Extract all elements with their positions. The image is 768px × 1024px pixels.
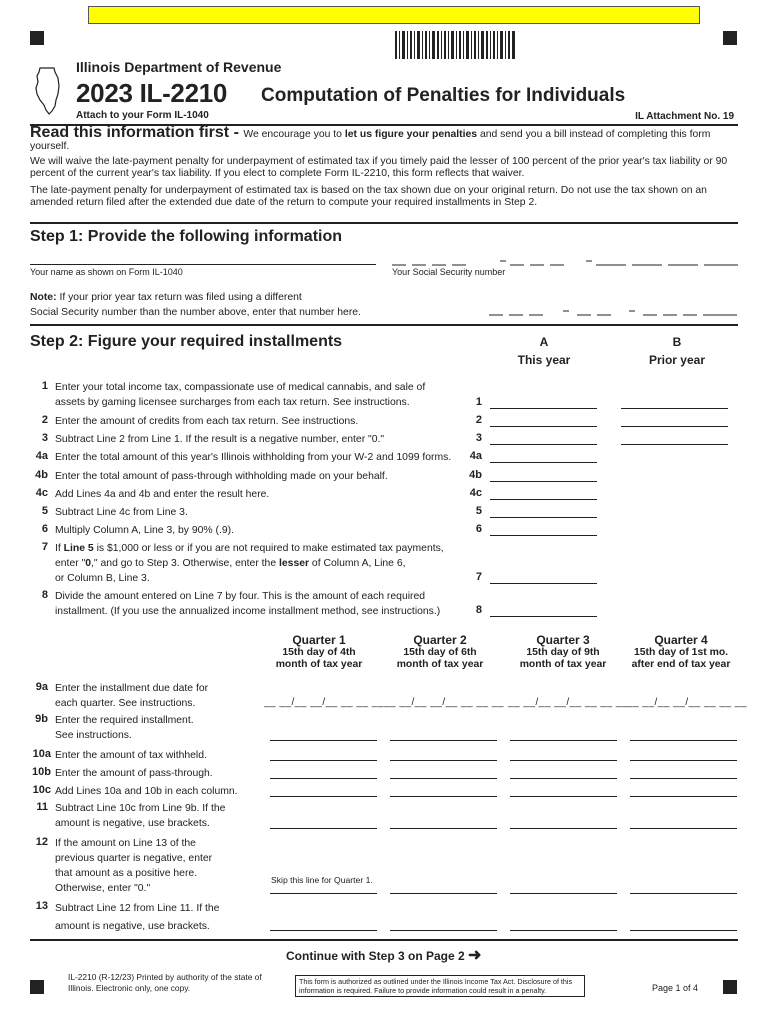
q4-line-11-field[interactable]: [630, 828, 737, 829]
continue-note: [286, 945, 481, 965]
q3-line-13-field[interactable]: [510, 930, 617, 931]
q2-line-13-field[interactable]: [390, 930, 497, 931]
line-7-text: If Line 5 is $1,000 or less or if you are not required to make estimated tax payments, enter "0," and go to Step 3. Otherwise, enter the lesser of Column A, Line 6, or Column B, Line 3.: [55, 543, 444, 584]
form-title: Computation of Penalties for Individuals: [261, 85, 626, 106]
line-ref: 5: [475, 505, 482, 517]
section-rule: [30, 222, 738, 224]
column-a-letter: A: [539, 335, 549, 349]
line-number: 4a: [35, 450, 48, 462]
skip-q1-note: Skip this line for Quarter 1.: [271, 875, 373, 885]
line-number: 9a: [35, 681, 48, 693]
q3-line-10a-field[interactable]: [510, 760, 617, 761]
line-ref: 4c: [469, 487, 482, 499]
line-8-text: Divide the amount entered on Line 7 by four. This is the amount of each required installment. (If you use the annualized income installment method, see instructions.): [55, 591, 441, 617]
line-2-col-b-field[interactable]: [621, 426, 728, 427]
line-number: 10a: [32, 748, 51, 760]
section-rule: [30, 939, 738, 941]
quarter-4-header: Quarter 4 15th day of 1st mo. after end of tax year: [631, 633, 731, 670]
step2-title: Step 2: Figure your required installments: [30, 333, 343, 350]
line-4c-field[interactable]: [490, 499, 597, 500]
q1-line-10a-field[interactable]: [270, 760, 377, 761]
line-number: 8: [41, 589, 48, 601]
continue-text: Continue with Step 3 on Page 2: [286, 949, 465, 963]
line-5-text: Subtract Line 4c from Line 3.: [55, 507, 188, 518]
form-id: IL-2210 (R-12/23) Printed by authority of the state of Illinois. Electronic only, one copy.: [68, 972, 262, 993]
q3-line-12-field[interactable]: [510, 893, 617, 894]
line-ref: 7: [475, 571, 482, 583]
line-10b-text: Enter the amount of pass-through.: [55, 768, 213, 779]
quarter-2-header: Quarter 2 15th day of 6th month of tax year: [396, 633, 484, 670]
line-number: 11: [36, 801, 48, 813]
line-number: 2: [41, 414, 48, 426]
q4-line-10c-field[interactable]: [630, 796, 737, 797]
line-10a-text: Enter the amount of tax withheld.: [55, 750, 207, 761]
arrow-right-icon: ➜: [468, 947, 482, 964]
name-label: Your name as shown on Form IL-1040: [30, 267, 183, 277]
read-info-dash: -: [229, 124, 244, 141]
read-info-intro-end: and send you a bill instead of completing this form yourself.: [30, 129, 711, 152]
column-b-name: Prior year: [648, 353, 706, 367]
line-number: 10b: [32, 766, 51, 778]
ssn-field[interactable]: [392, 254, 738, 266]
line-3-col-b-field[interactable]: [621, 444, 728, 445]
line-2-text: Enter the amount of credits from each tax return. See instructions.: [55, 416, 359, 427]
q4-due-date-field[interactable]: __ __/__ __/__ __ __ __: [627, 697, 747, 708]
line-number: 12: [35, 836, 48, 848]
attachment-number: IL Attachment No. 19: [635, 111, 734, 122]
q3-line-10c-field[interactable]: [510, 796, 617, 797]
page-number: Page 1 of 4: [652, 983, 699, 993]
line-9a-text: Enter the installment due date for each quarter. See instructions.: [55, 683, 209, 709]
q4-line-10a-field[interactable]: [630, 760, 737, 761]
step1-title: Step 1: Provide the following information: [30, 228, 343, 245]
line-ref: 6: [475, 523, 482, 535]
line-1-col-a-field[interactable]: [490, 408, 597, 409]
q1-line-9b-field[interactable]: [270, 740, 377, 741]
waiver-paragraph: We will waive the late-payment penalty for underpayment of estimated tax if you timely paid the lesser of 100 percent of the prior year's tax liability or 90 percent of the current year's tax liability. If you elect to complete Form IL-2210, this form reflects that waiver.: [30, 156, 728, 179]
line-3-col-a-field[interactable]: [490, 444, 597, 445]
line-5-field[interactable]: [490, 517, 597, 518]
line-ref: 8: [475, 604, 482, 616]
form-year-code: 2023 IL-2210: [76, 78, 228, 108]
q1-line-11-field[interactable]: [270, 828, 377, 829]
line-ref: 2: [475, 414, 482, 426]
q4-line-12-field[interactable]: [630, 893, 737, 894]
q4-line-13-field[interactable]: [630, 930, 737, 931]
line-4a-field[interactable]: [490, 462, 597, 463]
note-text-2: Social Security number than the number above, enter that number here.: [30, 307, 361, 318]
line-number: 3: [41, 432, 48, 444]
q3-line-11-field[interactable]: [510, 828, 617, 829]
q3-line-9b-field[interactable]: [510, 740, 617, 741]
note-text-1: If your prior year tax return was filed using a different: [56, 292, 302, 303]
line-10c-text: Add Lines 10a and 10b in each column.: [55, 786, 238, 797]
line-number: 7: [41, 541, 48, 553]
q1-line-10b-field[interactable]: [270, 778, 377, 779]
read-info-heading: Read this information first: [30, 124, 230, 141]
line-ref: 4a: [469, 450, 482, 462]
yellow-scan-band: [88, 6, 700, 24]
department-name: Illinois Department of Revenue: [76, 59, 282, 75]
line-4a-text: Enter the total amount of this year's Illinois withholding from your W-2 and 1099 forms.: [55, 452, 452, 463]
registration-mark: [723, 31, 737, 45]
line-ref: 3: [475, 432, 482, 444]
read-info-intro: We encourage you to: [243, 129, 345, 140]
attach-instruction: Attach to your Form IL-1040: [76, 110, 209, 121]
line-number: 4c: [35, 487, 48, 499]
line-6-text: Multiply Column A, Line 3, by 90% (.9).: [55, 525, 235, 536]
line-number: 5: [41, 505, 48, 517]
line-ref: 4b: [469, 469, 482, 481]
prior-ssn-field[interactable]: [489, 304, 737, 316]
line-11-text: Subtract Line 10c from Line 9b. If the amount is negative, use brackets.: [55, 803, 226, 829]
line-3-text: Subtract Line 2 from Line 1. If the result is a negative number, enter "0.": [55, 434, 385, 445]
line-number: 9b: [35, 713, 48, 725]
q2-line-11-field[interactable]: [390, 828, 497, 829]
line-4c-text: Add Lines 4a and 4b and enter the result here.: [55, 489, 270, 500]
note-label: Note:: [30, 292, 57, 303]
q4-line-9b-field[interactable]: [630, 740, 737, 741]
q3-line-10b-field[interactable]: [510, 778, 617, 779]
disclosure-notice: This form is authorized as outlined under the Illinois Income Tax Act. Disclosure of this information is required. Failure to provide information could result in a penalty.: [295, 975, 585, 997]
q2-line-12-field[interactable]: [390, 893, 497, 894]
line-12-text: If the amount on Line 13 of the previous quarter is negative, enter that amount as a positive here. Otherwise, enter "0.": [55, 838, 213, 894]
line-4b-field[interactable]: [490, 481, 597, 482]
line-6-field[interactable]: [490, 535, 597, 536]
registration-mark: [30, 31, 44, 45]
q2-line-10b-field[interactable]: [390, 778, 497, 779]
q1-due-date-field[interactable]: __ __/__ __/__ __ __ __: [264, 697, 384, 708]
q2-line-10c-field[interactable]: [390, 796, 497, 797]
line-number: 6: [41, 523, 48, 535]
registration-mark: [30, 980, 44, 994]
prior-ssn-note: [30, 290, 361, 320]
line-2-col-a-field[interactable]: [490, 426, 597, 427]
section-rule: [30, 324, 738, 326]
q2-line-9b-field[interactable]: [390, 740, 497, 741]
quarter-3-header: Quarter 3 15th day of 9th month of tax year: [519, 633, 607, 670]
q1-line-10c-field[interactable]: [270, 796, 377, 797]
illinois-map-icon: [34, 66, 62, 116]
column-a-name: This year: [517, 353, 571, 367]
line-1-col-b-field[interactable]: [621, 408, 728, 409]
name-field[interactable]: [30, 264, 376, 265]
q2-line-10a-field[interactable]: [390, 760, 497, 761]
line-number: 13: [35, 900, 48, 912]
q1-line-12-field: [270, 893, 377, 894]
line-13-text: Subtract Line 12 from Line 11. If the amount is negative, use brackets.: [55, 903, 220, 932]
read-info-section: [30, 124, 738, 209]
line-4b-text: Enter the total amount of pass-through withholding made on your behalf.: [55, 471, 388, 482]
registration-mark: [723, 980, 737, 994]
line-ref: 1: [475, 396, 482, 408]
q1-line-13-field[interactable]: [270, 930, 377, 931]
q3-due-date-field[interactable]: __ __/__ __/__ __ __ __: [508, 697, 628, 708]
quarter-1-header: Quarter 1 15th day of 4th month of tax year: [275, 633, 363, 670]
line-number: 10c: [32, 784, 51, 796]
line-number: 4b: [35, 469, 48, 481]
line-1-text: Enter your total income tax, compassionate use of medical cannabis, and sale of assets by gaming licensee surcharges from each tax return. See instructions.: [55, 382, 426, 408]
q4-line-10b-field[interactable]: [630, 778, 737, 779]
penalty-basis-paragraph: The late-payment penalty for underpayment of estimated tax is based on the tax shown due on your original return. Do not use the tax shown on an amended return filed after the extended due date of the return to compute your required installments in Step 2.: [30, 185, 707, 208]
read-info-bold: let us figure your penalties: [344, 129, 478, 140]
line-number: 1: [41, 380, 48, 392]
barcode-icon: [395, 31, 515, 59]
line-9b-text: Enter the required installment. See instructions.: [55, 715, 194, 741]
line-7-field[interactable]: [490, 583, 597, 584]
ssn-label: Your Social Security number: [392, 267, 506, 277]
column-b-letter: B: [672, 335, 682, 349]
line-8-field[interactable]: [490, 616, 597, 617]
q2-due-date-field[interactable]: __ __/__ __/__ __ __ __: [384, 697, 504, 708]
